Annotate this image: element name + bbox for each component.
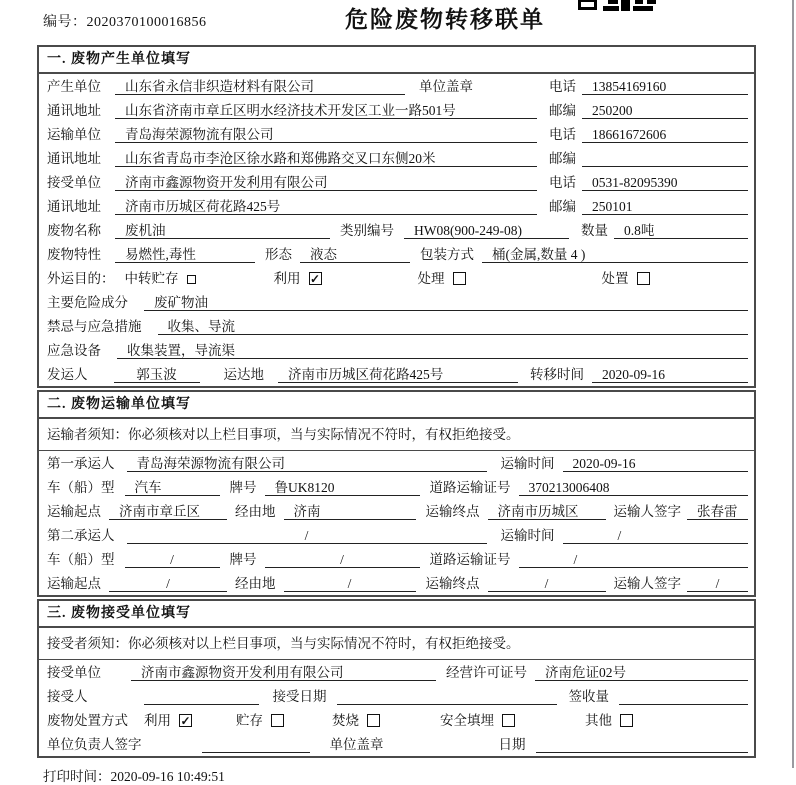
row-first-carrier (39, 451, 754, 475)
purpose-utilize-checkbox: ✓ (309, 272, 321, 286)
disposal-landfill-checkbox (502, 714, 515, 727)
generator-address-label: 通讯地址 (47, 103, 101, 118)
section-transporter-title: 二. 废物运输单位填写 (39, 392, 754, 419)
license-label: 经营许可证号 (446, 665, 527, 680)
emergency-measures-label: 禁忌与应急措施 (47, 319, 142, 334)
manifest-form (37, 45, 756, 785)
row-vehicle-2 (39, 547, 754, 571)
acceptor-label: 接受人 (47, 689, 88, 704)
generator-zip-value: 250200 (582, 102, 748, 119)
route-start-value: 济南市章丘区 (109, 503, 227, 520)
transport-time2-label: 运输时间 (500, 528, 555, 543)
shipper-label: 发运人 (47, 367, 88, 382)
route2-via-value: / (284, 575, 416, 592)
responsible-sign-label: 单位负责人签字 (47, 737, 142, 752)
transport-time2-value: / (563, 527, 749, 544)
second-carrier-label: 第二承运人 (47, 528, 115, 543)
transport-time-value: 2020-09-16 (563, 455, 749, 472)
transport-address-value: 山东省青岛市李沧区徐水路和郑佛路交叉口东侧20米 (115, 150, 537, 167)
road-permit2-value: / (519, 551, 749, 568)
emergency-equipment-value: 收集装置，导流渠 (117, 342, 748, 359)
route-end-value: 济南市历城区 (488, 503, 606, 520)
road-permit-value: 370213006408 (519, 479, 749, 496)
receiver-notice: 接受者须知：你必须核对以上栏目事项，当与实际情况不符时，有权拒绝接受。 (39, 628, 754, 660)
waste-quantity-label: 数量 (581, 223, 608, 238)
emergency-equipment-label: 应急设备 (47, 343, 101, 358)
receiver-zip-value: 250101 (582, 198, 748, 215)
plate2-value: / (265, 551, 420, 568)
row-receiver-address (39, 194, 754, 218)
packaging-value: 桶(金属,数量 4 ) (482, 246, 748, 263)
row-shipper (39, 362, 754, 386)
generator-phone-value: 13854169160 (582, 78, 748, 95)
waste-name-label: 废物名称 (47, 223, 101, 238)
license-value: 济南危证02号 (535, 664, 748, 681)
unit-seal-label: 单位盖章 (419, 79, 473, 94)
generator-unit-label: 产生单位 (47, 79, 101, 94)
print-time-value: 2020-09-16 10:49:51 (110, 769, 225, 784)
carrier-sign-value: 张春雷 (687, 503, 748, 520)
second-carrier-value: / (127, 527, 487, 544)
transport-time-label: 运输时间 (500, 456, 555, 471)
road-permit-label: 道路运输证号 (429, 480, 511, 495)
purpose-label: 外运目的： (47, 271, 115, 286)
purpose-dispose-label: 处置 (601, 271, 629, 286)
disposal-incinerate-label: 焚烧 (332, 713, 359, 728)
transfer-time-label: 转移时间 (530, 367, 584, 382)
emergency-measures-value: 收集、导流 (158, 318, 749, 335)
accept-date-value (337, 688, 557, 705)
accepting-unit-value: 济南市鑫源物资开发利用有限公司 (131, 664, 436, 681)
waste-category-value: HW08(900-249-08) (404, 222, 569, 239)
disposal-storage-label: 贮存 (236, 713, 263, 728)
purpose-treat-label: 处理 (417, 271, 445, 286)
row-route-2 (39, 571, 754, 595)
row-vehicle-1 (39, 475, 754, 499)
generator-address-value: 山东省济南市章丘区明水经济技术开发区工业一路501号 (115, 102, 537, 119)
plate-value: 鲁UK8120 (265, 479, 420, 496)
row-route-1 (39, 499, 754, 523)
waste-category-label: 类别编号 (340, 223, 394, 238)
purpose-treat-checkbox (453, 272, 466, 285)
waste-char-label: 废物特性 (47, 247, 101, 262)
row-disposal-method (39, 708, 754, 732)
route2-via-label: 经由地 (235, 576, 276, 591)
transporter-notice: 运输者须知：你必须核对以上栏目事项，当与实际情况不符时，有权拒绝接受。 (39, 419, 754, 451)
row-waste-characteristics (39, 242, 754, 266)
transfer-time-value: 2020-09-16 (592, 366, 748, 383)
accept-date-label: 接受日期 (272, 689, 327, 704)
vehicle-type-value: 汽车 (125, 479, 220, 496)
packaging-label: 包装方式 (420, 247, 474, 262)
transport-zip-label: 邮编 (549, 151, 576, 166)
route2-start-value: / (109, 575, 227, 592)
transport-unit-label: 运输单位 (47, 127, 101, 142)
waste-name-value: 废机油 (115, 222, 330, 239)
print-time-label: 打印时间： (43, 769, 111, 784)
receiver-phone-value: 0531-82095390 (582, 174, 748, 191)
waste-form-value: 液态 (300, 246, 410, 263)
vehicle-type-label: 车（船）型 (47, 480, 115, 495)
signed-quantity-value (619, 688, 748, 705)
route-end-label: 运输终点 (425, 504, 480, 519)
plate-label: 牌号 (229, 480, 257, 495)
route-via-label: 经由地 (235, 504, 276, 519)
road-permit2-label: 道路运输证号 (429, 552, 511, 567)
transport-zip-value (582, 150, 748, 167)
route2-start-label: 运输起点 (47, 576, 101, 591)
receiver-address-value: 济南市历城区荷花路425号 (115, 198, 537, 215)
disposal-incinerate-checkbox (367, 714, 380, 727)
page-right-edge (792, 0, 794, 768)
document-number-value: 2020370100016856 (86, 15, 207, 30)
unit-seal2-label: 单位盖章 (329, 737, 384, 752)
signed-quantity-label: 签收量 (568, 689, 609, 704)
transport-phone-label: 电话 (549, 127, 576, 142)
row-emergency-measures (39, 314, 754, 338)
transport-unit-value: 青岛海荣源物流有限公司 (115, 126, 537, 143)
vehicle-type2-label: 车（船）型 (47, 552, 115, 567)
disposal-other-checkbox (620, 714, 633, 727)
date-value (536, 736, 749, 753)
receiver-zip-label: 邮编 (549, 199, 576, 214)
accepting-unit-label: 接受单位 (47, 665, 101, 680)
disposal-utilize-checkbox: ✓ (180, 714, 191, 728)
vehicle-type2-value: / (125, 551, 220, 568)
row-acceptor (39, 684, 754, 708)
disposal-other-label: 其他 (585, 713, 612, 728)
disposal-method-label: 废物处置方式 (47, 713, 128, 728)
plate2-label: 牌号 (229, 552, 257, 567)
row-receiver-unit (39, 170, 754, 194)
carrier2-sign-value: / (687, 575, 748, 592)
carrier-sign-label: 运输人签字 (613, 504, 681, 519)
row-responsible-sign (39, 732, 754, 756)
qr-code-fragment-icon (578, 0, 656, 11)
disposal-storage-checkbox (271, 714, 284, 727)
destination-label: 运达地 (223, 367, 264, 382)
receiver-address-label: 通讯地址 (47, 199, 101, 214)
transport-address-label: 通讯地址 (47, 151, 101, 166)
section-receiver (37, 599, 756, 758)
main-hazard-label: 主要危险成分 (47, 295, 128, 310)
document-number-label: 编号： (43, 15, 87, 30)
route2-end-value: / (488, 575, 606, 592)
section-generator (37, 45, 756, 388)
waste-char-value: 易燃性,毒性 (115, 246, 255, 263)
purpose-dispose-checkbox (637, 272, 650, 285)
carrier2-sign-label: 运输人签字 (613, 576, 681, 591)
acceptor-value (144, 688, 259, 705)
generator-zip-label: 邮编 (549, 103, 576, 118)
responsible-sign-value (202, 736, 310, 753)
generator-phone-label: 电话 (549, 79, 576, 94)
route-start-label: 运输起点 (47, 504, 101, 519)
receiver-unit-label: 接受单位 (47, 175, 101, 190)
disposal-landfill-label: 安全填埋 (440, 713, 494, 728)
section-generator-title: 一. 废物产生单位填写 (39, 47, 754, 74)
route2-end-label: 运输终点 (425, 576, 480, 591)
disposal-utilize-label: 利用 (144, 713, 171, 728)
waste-form-label: 形态 (265, 247, 292, 262)
waste-quantity-value: 0.8吨 (614, 222, 748, 239)
page-title: 危险废物转移联单 (345, 7, 545, 32)
row-transport-unit (39, 122, 754, 146)
first-carrier-value: 青岛海荣源物流有限公司 (127, 455, 487, 472)
row-outbound-purpose (39, 266, 754, 290)
purpose-utilize-label: 利用 (273, 271, 301, 286)
receiver-unit-value: 济南市鑫源物资开发利用有限公司 (115, 174, 537, 191)
shipper-value: 郭玉波 (114, 366, 200, 383)
row-second-carrier (39, 523, 754, 547)
purpose-transfer-storage-checkbox (187, 275, 196, 284)
first-carrier-label: 第一承运人 (47, 456, 115, 471)
section-transporter (37, 390, 756, 597)
generator-unit-value: 山东省永信非织造材料有限公司 (115, 78, 405, 95)
transport-phone-value: 18661672606 (582, 126, 748, 143)
row-generator-unit (39, 74, 754, 98)
destination-value: 济南市历城区荷花路425号 (278, 366, 518, 383)
date-label: 日期 (498, 737, 526, 752)
row-accepting-unit (39, 660, 754, 684)
row-emergency-equipment (39, 338, 754, 362)
print-time (37, 765, 756, 785)
row-waste-name (39, 218, 754, 242)
section-receiver-title: 三. 废物接受单位填写 (39, 601, 754, 628)
receiver-phone-label: 电话 (549, 175, 576, 190)
route-via-value: 济南 (284, 503, 416, 520)
purpose-transfer-storage-label: 中转贮存 (124, 271, 179, 286)
row-main-hazard (39, 290, 754, 314)
main-hazard-value: 废矿物油 (144, 294, 748, 311)
row-transport-address (39, 146, 754, 170)
row-generator-address (39, 98, 754, 122)
